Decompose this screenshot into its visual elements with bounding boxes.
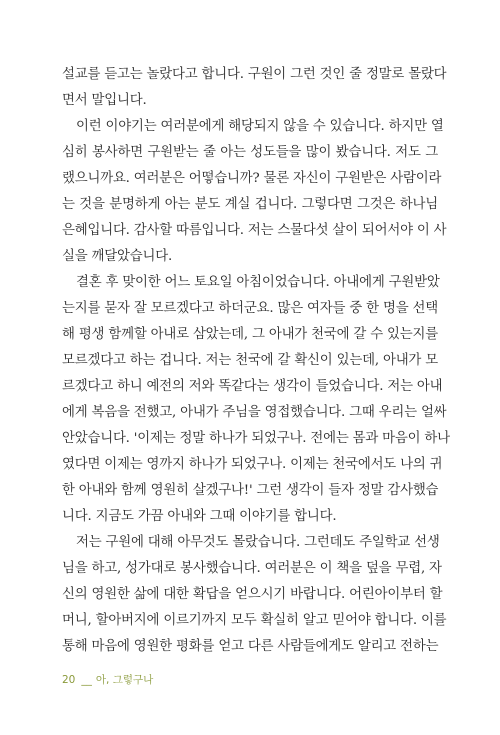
body-line-6: 는 것을 분명하게 아는 분도 계실 겁니다. 그렇다면 그것은 하나님	[62, 197, 438, 212]
body-line-13: 르겠다고 하니 예전의 저와 똑같다는 생각이 들었습니다. 저는 아내	[62, 379, 443, 394]
page-footer	[62, 673, 153, 687]
footer-separator: __	[81, 674, 92, 686]
page-number: 20	[62, 674, 76, 686]
body-line-18: 니다. 지금도 가끔 아내와 그때 이야기를 합니다.	[62, 509, 337, 524]
body-line-17: 한 아내와 함께 영원히 살겠구나!' 그런 생각이 들자 정말 감사했습	[62, 483, 439, 498]
body-line-16: 였다면 이제는 영까지 하나가 되었구나. 이제는 천국에서도 나의 귀	[62, 457, 443, 472]
body-line-1: 설교를 듣고는 놀랐다고 합니다. 구원이 그런 것인 줄 정말로 몰랐다	[62, 67, 447, 82]
body-line-14: 에게 복음을 전했고, 아내가 주님을 영접했습니다. 그때 우리는 얼싸	[62, 405, 447, 420]
body-line-11: 해 평생 함께할 아내로 삼았는데, 그 아내가 천국에 갈 수 있는지를	[62, 327, 438, 342]
body-line-3: 이런 이야기는 여러분에게 해당되지 않을 수 있습니다. 하지만 열	[76, 119, 444, 134]
body-line-8: 실을 깨달았습니다.	[62, 249, 172, 264]
body-line-15: 안았습니다. '이제는 정말 하나가 되었구나. 전에는 몸과 마음이 하나	[62, 431, 450, 446]
body-line-12: 모르겠다고 하는 겁니다. 저는 천국에 갈 확신이 있는데, 아내가 모	[62, 353, 438, 368]
body-line-22: 머니, 할아버지에 이르기까지 모두 확실히 알고 믿어야 합니다. 이를	[62, 613, 447, 628]
body-line-23: 통해 마음에 영원한 평화를 얻고 다른 사람들에게도 알리고 전하는	[62, 639, 439, 654]
body-line-7: 은혜입니다. 감사할 따름입니다. 저는 스물다섯 살이 되어서야 이 사	[62, 223, 447, 238]
body-line-19: 저는 구원에 대해 아무것도 몰랐습니다. 그런데도 주일학교 선생	[76, 535, 440, 550]
book-title: 아, 그렇구나	[95, 674, 154, 686]
body-line-2: 면서 말입니다.	[62, 93, 147, 108]
body-line-9: 결혼 후 맞이한 어느 토요일 아침이었습니다. 아내에게 구원받았	[76, 275, 440, 290]
body-line-20: 님을 하고, 성가대로 봉사했습니다. 여러분은 이 책을 덮을 무렵, 자	[62, 561, 442, 576]
body-line-5: 랬으니까요. 여러분은 어떻습니까? 물론 자신이 구원받은 사람이라	[62, 171, 442, 186]
body-line-10: 는지를 묻자 잘 모르겠다고 하더군요. 많은 여자들 중 한 명을 선택	[62, 301, 438, 316]
body-line-4: 심히 봉사하면 구원받는 줄 아는 성도들을 많이 봤습니다. 저도 그	[62, 145, 438, 160]
body-line-21: 신의 영원한 삶에 대한 확답을 얻으시기 바랍니다. 어린아이부터 할	[62, 587, 443, 602]
